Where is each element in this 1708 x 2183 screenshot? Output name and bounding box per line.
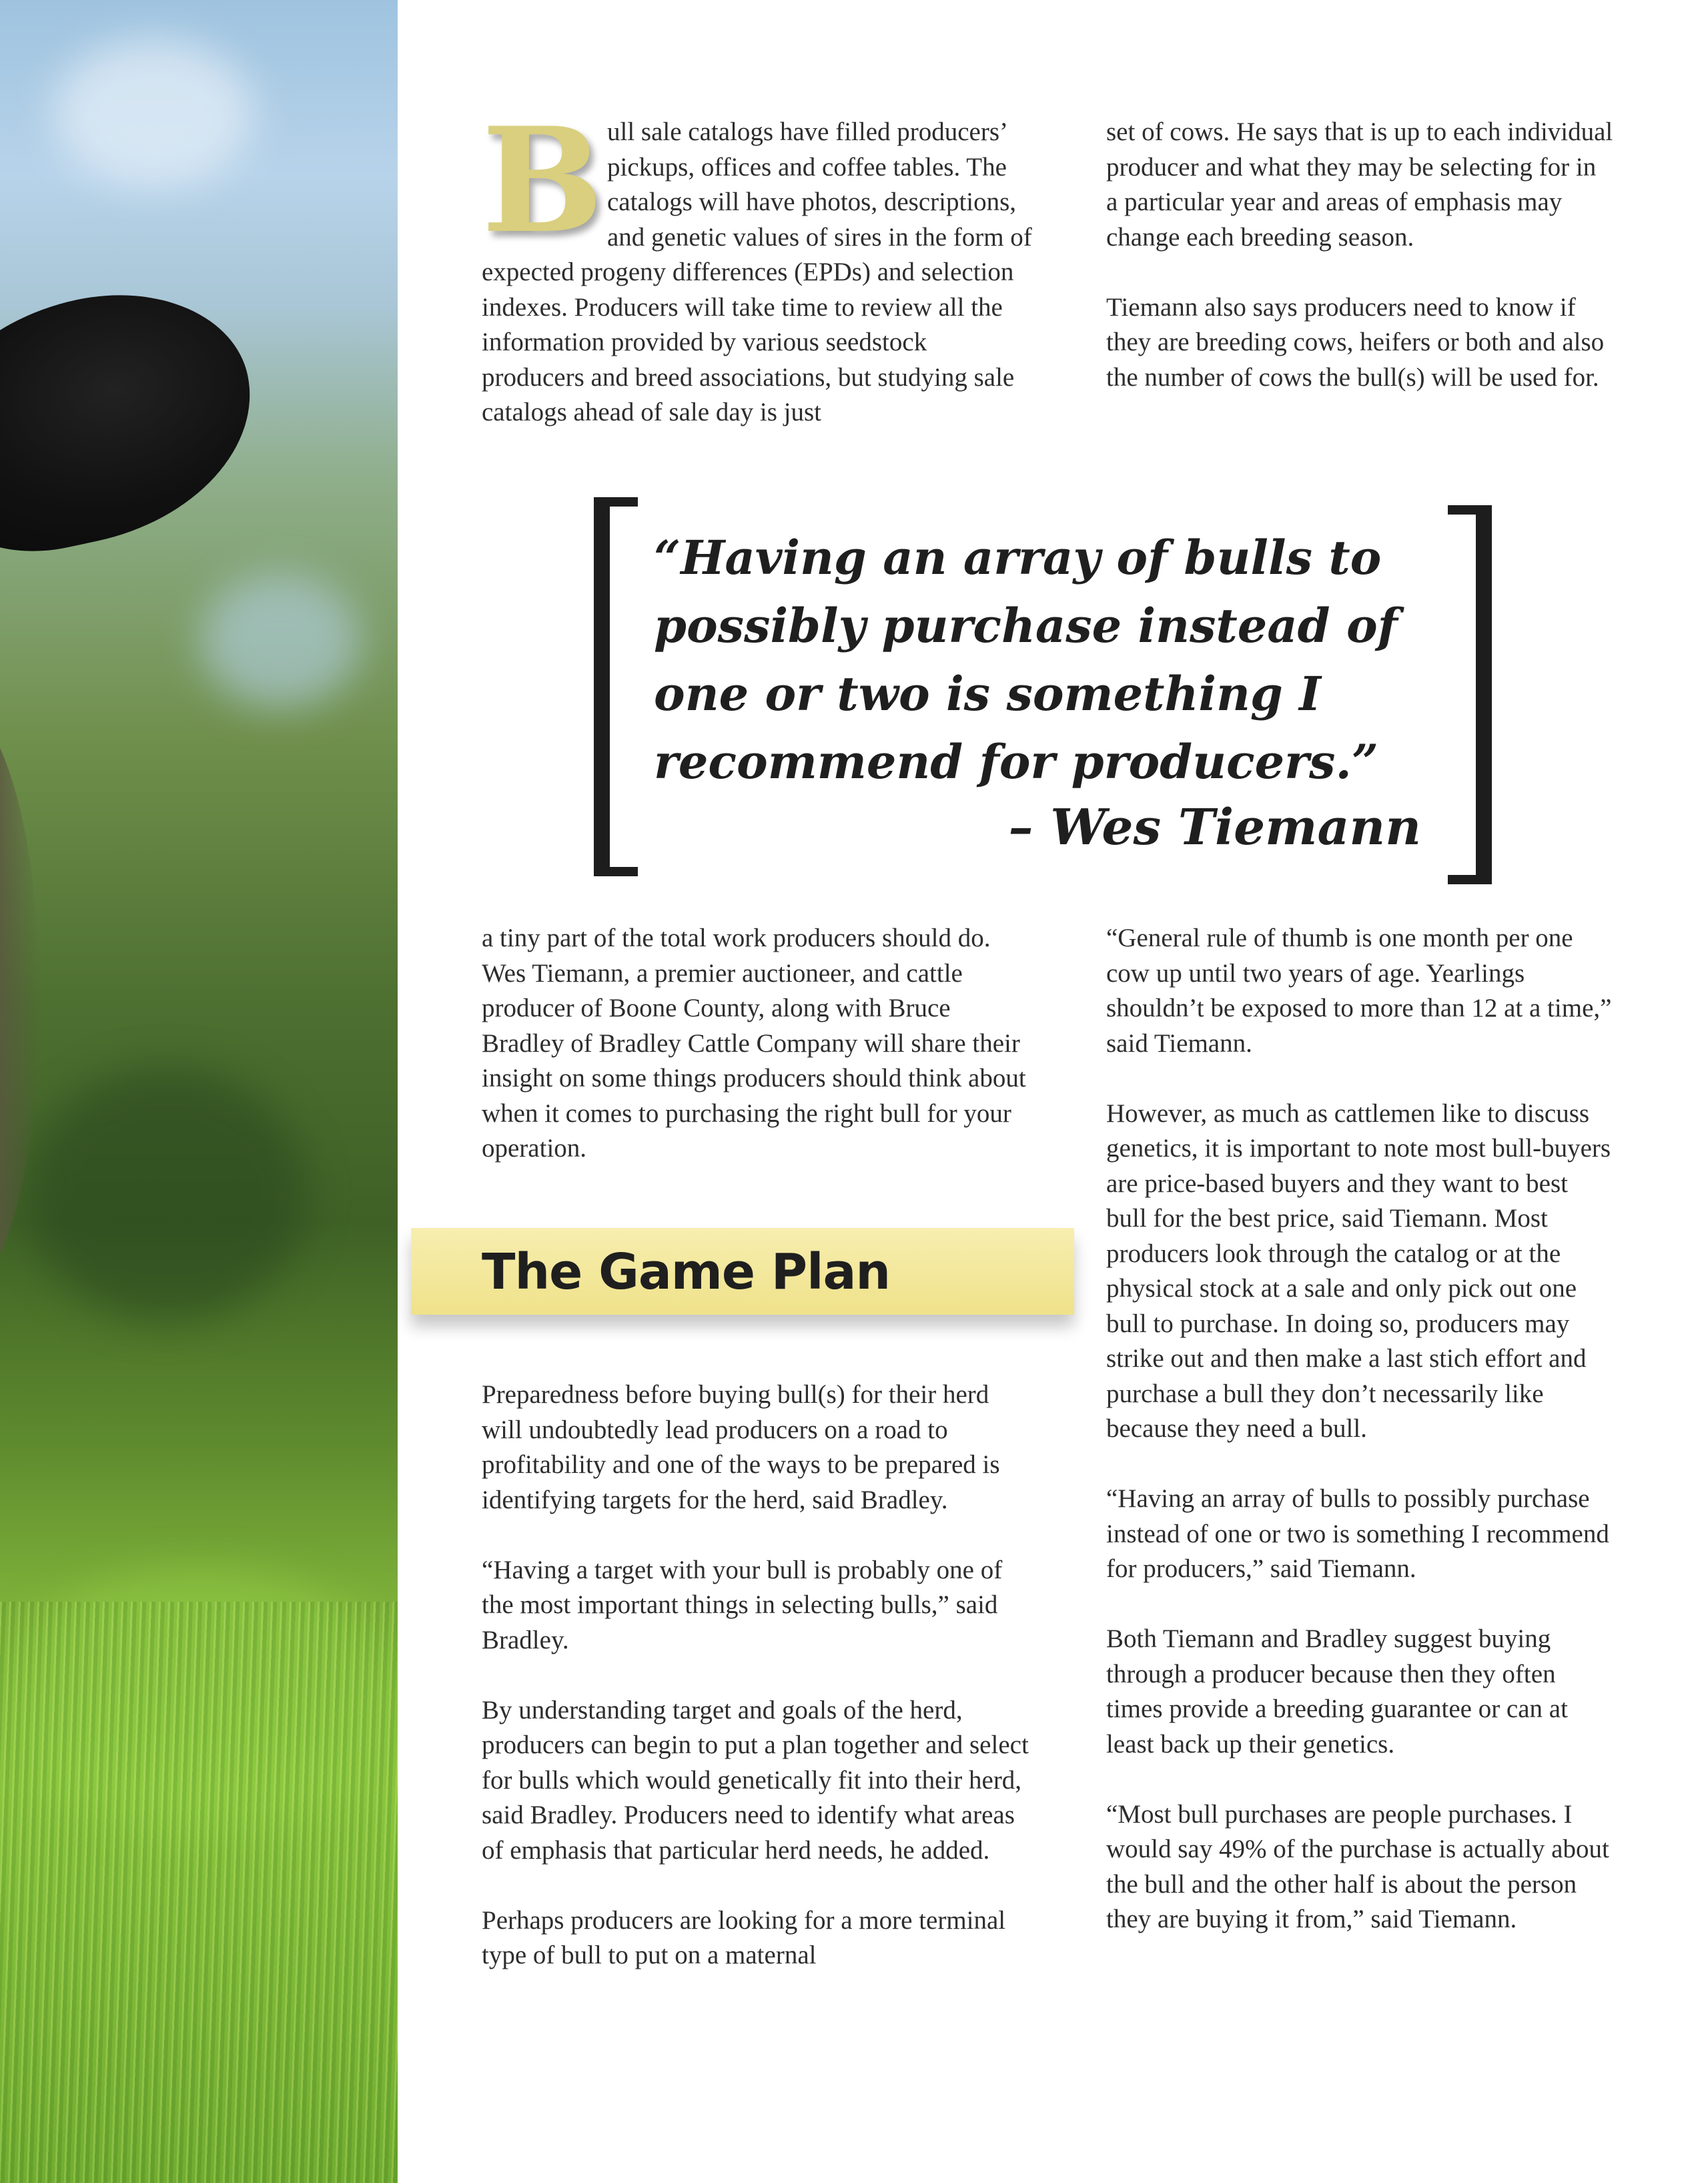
photo-bokeh [200, 574, 360, 707]
drop-cap: B [482, 95, 604, 265]
paragraph: set of cows. He says that is up to each individual producer and what they may be selecting for in a particular year and areas of emphasis may change each breeding season. [1106, 117, 1613, 252]
section-heading-box [411, 1228, 1074, 1315]
pull-quote [587, 497, 1494, 884]
paragraph: “Having a target with your bull is probably one of the most important things in selecting bulls,” said Bradley. [482, 1555, 1003, 1654]
cow-ear-photo [0, 0, 398, 2183]
paragraph: Tiemann also says producers need to know if they are breeding cows, heifers or both and also the number of cows the bull(s) will be used for. [1106, 292, 1605, 392]
paragraph: “General rule of thumb is one month per one cow up until two years of age. Yearlings shouldn’t be exposed to more than 12 at a time,” said Tiemann. [1106, 924, 1612, 1058]
paragraph: However, as much as cattlemen like to discuss genetics, it is important to note most bull-buyers are price-based buyers and they want to best bull for the best price, said Tiemann. Most producers look through the catalog or at the physical stock at a sale and only pick out one bull to purchase. In doing so, producers may strike out and then make a last stich effort and purchase a bull they don’t necessarily like because they need a bull. [1106, 1099, 1611, 1443]
intro-text: ull sale catalogs have filled producers’ pickups, offices and coffee tables. The catalogs will have photos, descriptions, and genetic values of sires in the form of expected progeny differences (EPDs) and selection indexes. Producers will take time to review all the information provided by various seedstock producers and breed associations, but studying sale catalogs ahead of sale day is just [482, 117, 1032, 426]
paragraph: Preparedness before buying bull(s) for their herd will undoubtedly lead producers on a road to profitability and one of the ways to be prepared is identifying targets for the herd, said Bradley. [482, 1380, 1000, 1514]
paragraph: a tiny part of the total work producers should do. Wes Tiemann, a premier auctioneer, and cattle producer of Boone County, along with Bruce Bradley of Bradley Cattle Company will share their insight on some things producers should think about when it comes to purchasing the right bull for your operation. [482, 924, 1026, 1163]
cow-ear-shape [0, 268, 275, 573]
section-heading: The Game Plan [482, 1243, 891, 1301]
photo-bokeh [53, 40, 254, 187]
paragraph: “Having an array of bulls to possibly purchase instead of one or two is something I recommend for producers,” said Tiemann. [1106, 1484, 1609, 1583]
photo-bokeh [27, 1068, 307, 1321]
paragraph: Perhaps producers are looking for a more terminal type of bull to put on a maternal [482, 1905, 1006, 1969]
left-column-bottom [482, 1377, 1035, 1973]
right-column-bottom [1106, 921, 1613, 1937]
right-column-top [1106, 115, 1613, 395]
right-bracket-icon [1448, 505, 1492, 884]
left-bracket-icon [594, 497, 638, 876]
intro-paragraph [482, 95, 1035, 430]
grass-texture [0, 1602, 398, 2183]
pull-quote-text: “Having an array of bulls to possibly purchase instead of one or two is something I recommend for producers.” [654, 530, 1398, 790]
paragraph: By understanding target and goals of the herd, producers can begin to put a plan together and select for bulls which would genetically fit into their herd, said Bradley. Producers need to identify what areas of emphasis that particular herd needs, he added. [482, 1695, 1029, 1865]
paragraph: “Most bull purchases are people purchases. I would say 49% of the purchase is actually about the bull and the other half is about the person they are buying it from,” said Tiemann. [1106, 1799, 1609, 1933]
paragraph: Both Tiemann and Bradley suggest buying through a producer because then they often times provide a breeding guarantee or can at least back up their genetics. [1106, 1624, 1568, 1759]
pull-quote-attribution: – Wes Tiemann [1008, 799, 1421, 856]
article-intro-continued [482, 921, 1035, 1167]
article-intro [482, 95, 1035, 430]
